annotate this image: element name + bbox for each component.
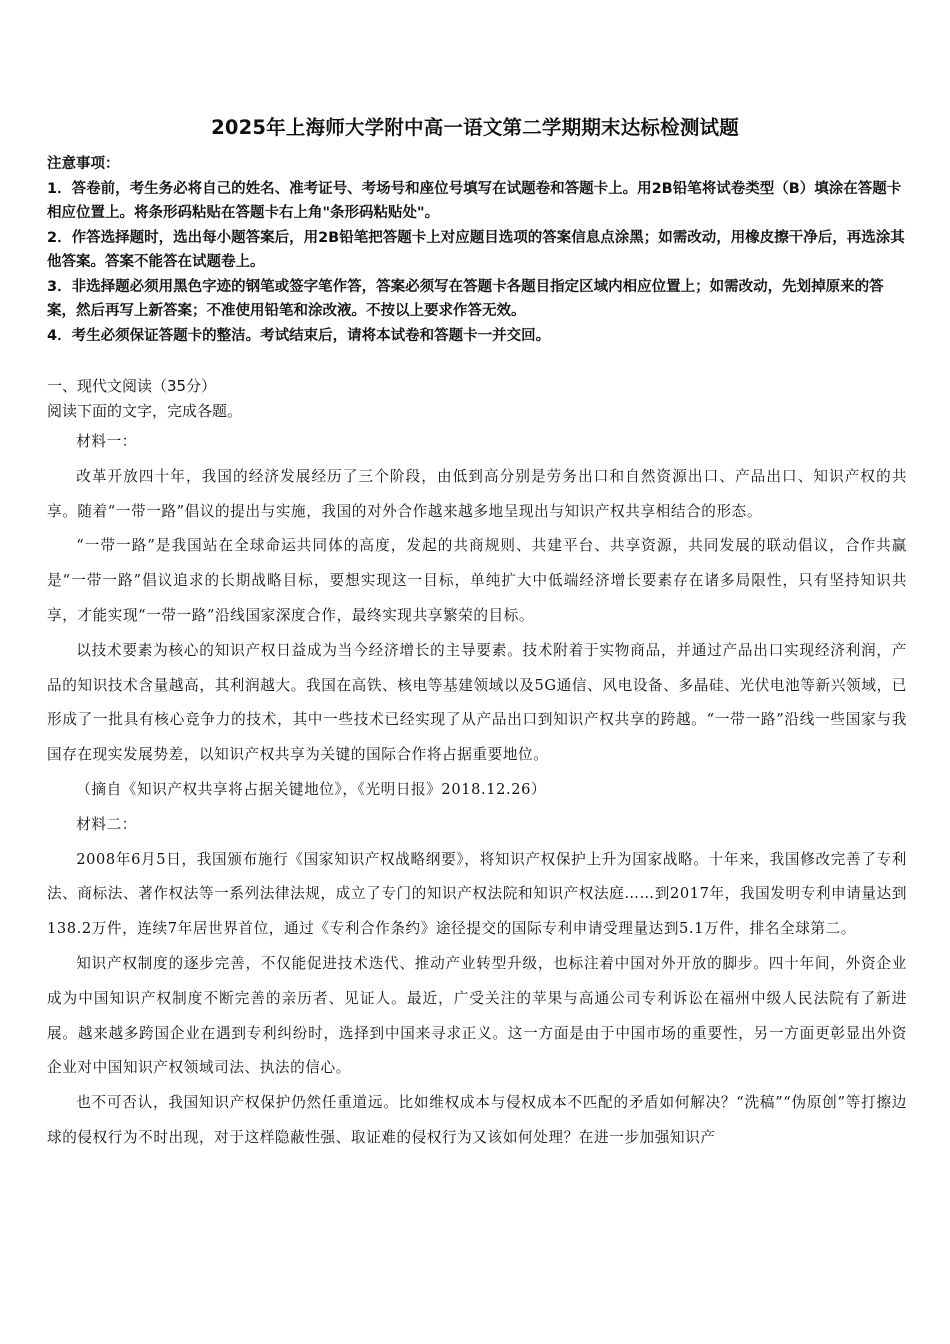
notice-item: 4．考生必须保证答题卡的整洁。考试结束后，请将本试卷和答题卡一并交回。 bbox=[47, 327, 551, 344]
exam-title: 2025年上海师大学附中高一语文第二学期期末达标检测试题 bbox=[211, 116, 739, 139]
reading-passage bbox=[47, 425, 907, 1156]
material-label: 材料一： bbox=[76, 433, 137, 450]
notice-item: 3．非选择题必须用黑色字迹的钢笔或签字笔作答，答案必须写在答题卡各题目指定区域内相应位置上；如需改动，先划掉原来的答案，然后再写上新答案；不准使用铅笔和涂改液。不按以上要求作答无效。 bbox=[47, 278, 884, 319]
paragraph: 也不可否认，我国知识产权保护仍然任重道远。比如维权成本与侵权成本不匹配的矛盾如何解决？“洗稿”“伪原创”等打擦边球的侵权行为不时出现，对于这样隐蔽性强、取证难的侵权行为又该如何处理？在进一步加强知识产 bbox=[47, 1094, 907, 1146]
paragraph: 以技术要素为核心的知识产权日益成为当今经济增长的主导要素。技术附着于实物商品，并通过产品出口实现经济利润，产品的知识技术含量越高，其利润越大。我国在高铁、核电等基建领域以及5G通信、风电设备、多晶硅、光伏电池等新兴领域，已形成了一批具有核心竞争力的技术，其中一些技术已经实现了从产品出口到知识产权共享的跨越。“一带一路”沿线一些国家与我国存在现实发展势差，以知识产权共享为关键的国际合作将占据重要地位。 bbox=[47, 641, 907, 764]
paragraph: 改革开放四十年，我国的经济发展经历了三个阶段，由低到高分别是劳务出口和自然资源出口、产品出口、知识产权的共享。随着“一带一路”倡议的提出与实施，我国的对外合作越来越多地呈现出与知识产权共享相结合的形态。 bbox=[47, 467, 907, 520]
material-label: 材料二： bbox=[76, 815, 137, 833]
notice-item: 2．作答选择题时，选出每小题答案后，用2B铅笔把答题卡上对应题目选项的答案信息点涂黑；如需改动，用橡皮擦干净后，再选涂其他答案。答案不能答在试题卷上。 bbox=[47, 229, 905, 270]
notice-heading: 注意事项： bbox=[47, 156, 120, 172]
section-instruction: 阅读下面的文字，完成各题。 bbox=[47, 402, 243, 420]
paragraph: “一带一路”是我国站在全球命运共同体的高度，发起的共商规则、共建平台、共享资源，共同发展的联动倡议，合作共赢是“一带一路”倡议追求的长期战略目标，要想实现这一目标，单纯扩大中低端经济增长要素存在诸多局限性，只有坚持知识共享，才能实现“一带一路”沿线国家深度合作，最终实现共享繁荣的目标。 bbox=[47, 537, 907, 624]
notice-item: 1．答卷前，考生务必将自己的姓名、准考证号、考场号和座位号填写在试题卷和答题卡上。用2B铅笔将试卷类型（B）填涂在答题卡相应位置上。将条形码粘贴在答题卡右上角"条形码粘贴处"。 bbox=[47, 180, 902, 221]
paragraph: 知识产权制度的逐步完善，不仅能促进技术迭代、推动产业转型升级，也标注着中国对外开放的脚步。四十年间，外资企业成为中国知识产权制度不断完善的亲历者、见证人。最近，广受关注的苹果与高通公司专利诉讼在福州中级人民法院有了新进展。越来越多跨国企业在遇到专利纠纷时，选择到中国来寻求正义。这一方面是由于中国市场的重要性，另一方面更彰显出外资企业对中国知识产权领域司法、执法的信心。 bbox=[47, 954, 907, 1077]
source-citation: （摘自《知识产权共享将占据关键地位》，《光明日报》2018.12.26） bbox=[76, 780, 547, 798]
section-heading: 一、现代文阅读（35分） bbox=[47, 377, 217, 395]
notice-block bbox=[47, 152, 907, 348]
paragraph: 2008年6月5日，我国颁布施行《国家知识产权战略纲要》，将知识产权保护上升为国家战略。十年来，我国修改完善了专利法、商标法、著作权法等一系列法律法规，成立了专门的知识产权法院和知识产权法庭……到2017年，我国发明专利申请量达到138.2万件，连续7年居世界首位，通过《专利合作条约》途径提交的国际专利申请受理量达到5.1万件，排名全球第二。 bbox=[47, 850, 908, 938]
